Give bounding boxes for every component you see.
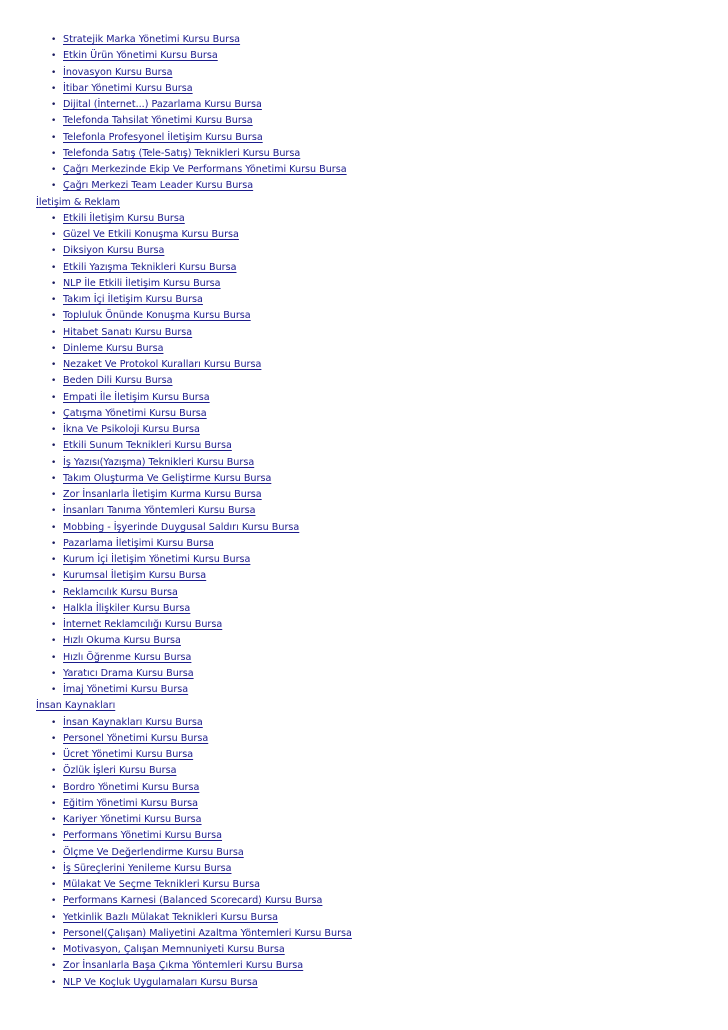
- marketing-course-list: [36, 32, 716, 195]
- list-item[interactable]: [36, 520, 716, 536]
- list-item[interactable]: [36, 828, 716, 844]
- list-item[interactable]: [36, 861, 716, 877]
- list-item[interactable]: [36, 617, 716, 633]
- list-item[interactable]: [36, 211, 716, 227]
- list-item[interactable]: [36, 438, 716, 454]
- bullet-icon: •: [51, 295, 57, 305]
- bullet-icon: •: [51, 181, 57, 192]
- course-link[interactable]: Performans Karnesi (Balanced Scorecard) Kursu Bursa: [63, 895, 323, 907]
- course-link[interactable]: Ücret Yönetimi Kursu Bursa: [63, 749, 194, 760]
- bullet-icon: •: [51, 896, 57, 907]
- list-item[interactable]: [36, 455, 716, 471]
- list-item[interactable]: [36, 666, 716, 682]
- course-link[interactable]: Reklamcılık Kursu Bursa: [63, 586, 178, 598]
- iletisim-course-list: [36, 211, 716, 699]
- course-link[interactable]: İş Yazısı(Yazışma) Teknikleri Kursu Bursa: [63, 456, 255, 468]
- course-link[interactable]: Mobbing - İşyerinde Duygusal Saldırı Kursu Bursa: [63, 521, 300, 533]
- list-item[interactable]: [36, 308, 716, 324]
- list-item[interactable]: [36, 650, 716, 666]
- course-link[interactable]: Etkili İletişim Kursu Bursa: [63, 212, 185, 224]
- list-item[interactable]: [36, 715, 716, 731]
- bullet-icon: •: [51, 327, 57, 338]
- course-link[interactable]: Takım İçi İletişim Kursu Bursa: [63, 294, 203, 305]
- course-link[interactable]: Eğitim Yönetimi Kursu Bursa: [63, 797, 199, 809]
- bullet-icon: •: [51, 376, 57, 387]
- list-item[interactable]: [36, 633, 716, 649]
- course-link[interactable]: Hızlı Okuma Kursu Bursa: [63, 635, 181, 647]
- list-item[interactable]: [36, 503, 716, 519]
- course-link[interactable]: Personel Yönetimi Kursu Bursa: [63, 732, 209, 744]
- course-link[interactable]: Yetkinlik Bazlı Mülakat Teknikleri Kursu Bursa: [63, 911, 279, 923]
- course-link[interactable]: Empati İle İletişim Kursu Bursa: [63, 391, 210, 403]
- course-link[interactable]: Personel(Çalışan) Maliyetini Azaltma Yöntemleri Kursu Bursa: [63, 927, 352, 939]
- bullet-icon: •: [51, 555, 57, 565]
- bullet-icon: •: [51, 213, 57, 224]
- list-item[interactable]: [36, 682, 716, 698]
- list-item[interactable]: [36, 373, 716, 389]
- bullet-icon: •: [51, 506, 57, 517]
- list-item[interactable]: [36, 243, 716, 259]
- bullet-icon: •: [51, 490, 57, 500]
- bullet-icon: •: [51, 262, 57, 273]
- course-link[interactable]: Kariyer Yönetimi Kursu Bursa: [63, 814, 202, 825]
- bullet-icon: •: [51, 782, 57, 793]
- bullet-icon: •: [51, 831, 57, 842]
- bullet-icon: •: [51, 35, 57, 45]
- course-link[interactable]: Çağrı Merkezi Team Leader Kursu Bursa: [63, 180, 254, 192]
- course-link[interactable]: Etkili Yazışma Teknikleri Kursu Bursa: [63, 261, 237, 273]
- course-link[interactable]: Kurum İçi İletişim Yönetimi Kursu Bursa: [63, 554, 251, 565]
- section-heading-iletisim-link[interactable]: İletişim & Reklam: [36, 196, 120, 208]
- list-item[interactable]: [36, 97, 716, 113]
- course-link[interactable]: NLP Ve Koçluk Uygulamaları Kursu Bursa: [63, 976, 258, 988]
- bullet-icon: •: [51, 538, 57, 549]
- course-link[interactable]: Etkili Sunum Teknikleri Kursu Bursa: [63, 440, 232, 452]
- list-item[interactable]: [36, 893, 716, 909]
- course-link[interactable]: NLP İle Etkili İletişim Kursu Bursa: [63, 277, 221, 289]
- course-link[interactable]: Çağrı Merkezinde Ekip Ve Performans Yönetimi Kursu Bursa: [63, 164, 347, 175]
- bullet-icon: •: [51, 360, 57, 370]
- bullet-icon: •: [51, 961, 57, 972]
- course-link[interactable]: Dinleme Kursu Bursa: [63, 342, 164, 354]
- bullet-icon: •: [51, 945, 57, 955]
- course-link[interactable]: Topluluk Önünde Konuşma Kursu Bursa: [63, 310, 251, 322]
- list-item[interactable]: [36, 731, 716, 747]
- list-item[interactable]: [36, 812, 716, 828]
- list-item[interactable]: [36, 276, 716, 292]
- bullet-icon: •: [51, 165, 57, 175]
- list-item[interactable]: [36, 536, 716, 552]
- list-item[interactable]: [36, 32, 716, 48]
- list-item[interactable]: [36, 926, 716, 942]
- course-link[interactable]: Özlük İşleri Kursu Bursa: [63, 765, 177, 777]
- list-item[interactable]: [36, 568, 716, 584]
- bullet-icon: •: [51, 392, 57, 403]
- course-link[interactable]: Etkin Ürün Yönetimi Kursu Bursa: [63, 50, 218, 62]
- course-link[interactable]: Hitabet Sanatı Kursu Bursa: [63, 326, 193, 338]
- list-item[interactable]: [36, 178, 716, 194]
- list-item[interactable]: [36, 942, 716, 958]
- course-link[interactable]: Kurumsal İletişim Kursu Bursa: [63, 570, 207, 582]
- list-item[interactable]: [36, 422, 716, 438]
- list-item[interactable]: [36, 585, 716, 601]
- bullet-icon: •: [51, 425, 57, 435]
- list-item[interactable]: [36, 113, 716, 129]
- bullet-icon: •: [51, 51, 57, 62]
- bullet-icon: •: [51, 863, 57, 874]
- list-item[interactable]: [36, 162, 716, 178]
- course-link[interactable]: İnsanları Tanıma Yöntemleri Kursu Bursa: [63, 505, 256, 517]
- course-link[interactable]: İş Süreçlerini Yenileme Kursu Bursa: [63, 862, 232, 874]
- list-item[interactable]: [36, 845, 716, 861]
- bullet-icon: •: [51, 977, 57, 988]
- course-link[interactable]: İmaj Yönetimi Kursu Bursa: [63, 684, 189, 695]
- bullet-icon: •: [51, 912, 57, 923]
- list-item[interactable]: [36, 357, 716, 373]
- course-link[interactable]: Çatışma Yönetimi Kursu Bursa: [63, 407, 207, 419]
- list-item[interactable]: [36, 763, 716, 779]
- list-item[interactable]: [36, 325, 716, 341]
- course-link[interactable]: Performans Yönetimi Kursu Bursa: [63, 830, 223, 842]
- course-link[interactable]: Bordro Yönetimi Kursu Bursa: [63, 781, 200, 793]
- bullet-icon: •: [51, 67, 57, 78]
- list-item[interactable]: [36, 341, 716, 357]
- bullet-icon: •: [51, 685, 57, 695]
- course-link[interactable]: Güzel Ve Etkili Konuşma Kursu Bursa: [63, 229, 239, 240]
- list-item[interactable]: [36, 260, 716, 276]
- bullet-icon: •: [51, 766, 57, 777]
- course-link[interactable]: İtibar Yönetimi Kursu Bursa: [63, 82, 193, 94]
- bullet-icon: •: [51, 473, 57, 484]
- section-heading-iletisim[interactable]: [36, 195, 716, 211]
- list-item[interactable]: [36, 81, 716, 97]
- section-heading-insan-kaynaklari-link[interactable]: İnsan Kaynakları: [36, 700, 116, 712]
- bullet-icon: •: [51, 457, 57, 468]
- course-link[interactable]: Zor İnsanlarla Başa Çıkma Yöntemleri Kursu Bursa: [63, 960, 304, 972]
- course-link[interactable]: Yaratıcı Drama Kursu Bursa: [63, 667, 194, 679]
- bullet-icon: •: [51, 620, 57, 630]
- bullet-icon: •: [51, 798, 57, 809]
- course-link[interactable]: Telefonla Profesyonel İletişim Kursu Bursa: [63, 131, 263, 143]
- course-link[interactable]: Takım Oluşturma Ve Geliştirme Kursu Bursa: [63, 472, 272, 484]
- list-item[interactable]: [36, 487, 716, 503]
- course-link[interactable]: İkna Ve Psikoloji Kursu Bursa: [63, 424, 200, 435]
- bullet-icon: •: [51, 278, 57, 289]
- course-link[interactable]: Dijital (İnternet...) Pazarlama Kursu Bursa: [63, 99, 262, 110]
- bullet-icon: •: [51, 116, 57, 127]
- course-link[interactable]: Mülakat Ve Seçme Teknikleri Kursu Bursa: [63, 879, 260, 890]
- list-item[interactable]: [36, 552, 716, 568]
- course-link[interactable]: İnovasyon Kursu Bursa: [63, 66, 173, 78]
- bullet-icon: •: [51, 148, 57, 159]
- list-item[interactable]: [36, 146, 716, 162]
- bullet-icon: •: [51, 636, 57, 647]
- course-link[interactable]: Diksiyon Kursu Bursa: [63, 245, 165, 257]
- course-link[interactable]: Motivasyon, Çalışan Memnuniyeti Kursu Bursa: [63, 944, 285, 955]
- bullet-icon: •: [51, 652, 57, 663]
- bullet-icon: •: [51, 132, 57, 143]
- course-link[interactable]: Hızlı Öğrenme Kursu Bursa: [63, 651, 192, 663]
- bullet-icon: •: [51, 408, 57, 419]
- list-item[interactable]: [36, 796, 716, 812]
- bullet-icon: •: [51, 246, 57, 257]
- bullet-icon: •: [51, 522, 57, 533]
- list-item[interactable]: [36, 910, 716, 926]
- list-item[interactable]: [36, 130, 716, 146]
- bullet-icon: •: [51, 750, 57, 760]
- course-link[interactable]: Telefonda Satış (Tele-Satış) Teknikleri Kursu Bursa: [63, 147, 301, 159]
- bullet-icon: •: [51, 571, 57, 582]
- section-heading-insan-kaynaklari[interactable]: [36, 698, 716, 714]
- list-item[interactable]: [36, 747, 716, 763]
- bullet-icon: •: [51, 343, 57, 354]
- list-item[interactable]: [36, 780, 716, 796]
- list-item[interactable]: [36, 65, 716, 81]
- course-link[interactable]: İnsan Kaynakları Kursu Bursa: [63, 716, 203, 728]
- course-link[interactable]: İnternet Reklamcılığı Kursu Bursa: [63, 619, 223, 630]
- course-link[interactable]: Zor İnsanlarla İletişim Kurma Kursu Bursa: [63, 489, 262, 500]
- bullet-icon: •: [51, 83, 57, 94]
- course-link[interactable]: Nezaket Ve Protokol Kuralları Kursu Bursa: [63, 359, 262, 370]
- insan-kaynaklari-course-list: [36, 715, 716, 991]
- course-list-document: [36, 32, 716, 991]
- bullet-icon: •: [51, 441, 57, 452]
- list-item[interactable]: [36, 48, 716, 64]
- list-item[interactable]: [36, 390, 716, 406]
- bullet-icon: •: [51, 847, 57, 858]
- course-link[interactable]: Ölçme Ve Değerlendirme Kursu Bursa: [63, 846, 244, 858]
- bullet-icon: •: [51, 603, 57, 614]
- list-item[interactable]: [36, 958, 716, 974]
- bullet-icon: •: [51, 928, 57, 939]
- bullet-icon: •: [51, 230, 57, 240]
- list-item[interactable]: [36, 975, 716, 991]
- bullet-icon: •: [51, 815, 57, 825]
- course-link[interactable]: Beden Dili Kursu Bursa: [63, 375, 173, 387]
- course-link[interactable]: Pazarlama İletişimi Kursu Bursa: [63, 537, 214, 549]
- list-item[interactable]: [36, 601, 716, 617]
- bullet-icon: •: [51, 668, 57, 679]
- bullet-icon: •: [51, 733, 57, 744]
- course-link[interactable]: Stratejik Marka Yönetimi Kursu Bursa: [63, 34, 241, 45]
- bullet-icon: •: [51, 100, 57, 110]
- bullet-icon: •: [51, 717, 57, 728]
- bullet-icon: •: [51, 587, 57, 598]
- list-item[interactable]: [36, 227, 716, 243]
- bullet-icon: •: [51, 880, 57, 890]
- list-item[interactable]: [36, 877, 716, 893]
- bullet-icon: •: [51, 311, 57, 322]
- course-link[interactable]: Halkla İlişkiler Kursu Bursa: [63, 602, 191, 614]
- course-link[interactable]: Telefonda Tahsilat Yönetimi Kursu Bursa: [63, 115, 253, 127]
- list-item[interactable]: [36, 471, 716, 487]
- list-item[interactable]: [36, 292, 716, 308]
- list-item[interactable]: [36, 406, 716, 422]
